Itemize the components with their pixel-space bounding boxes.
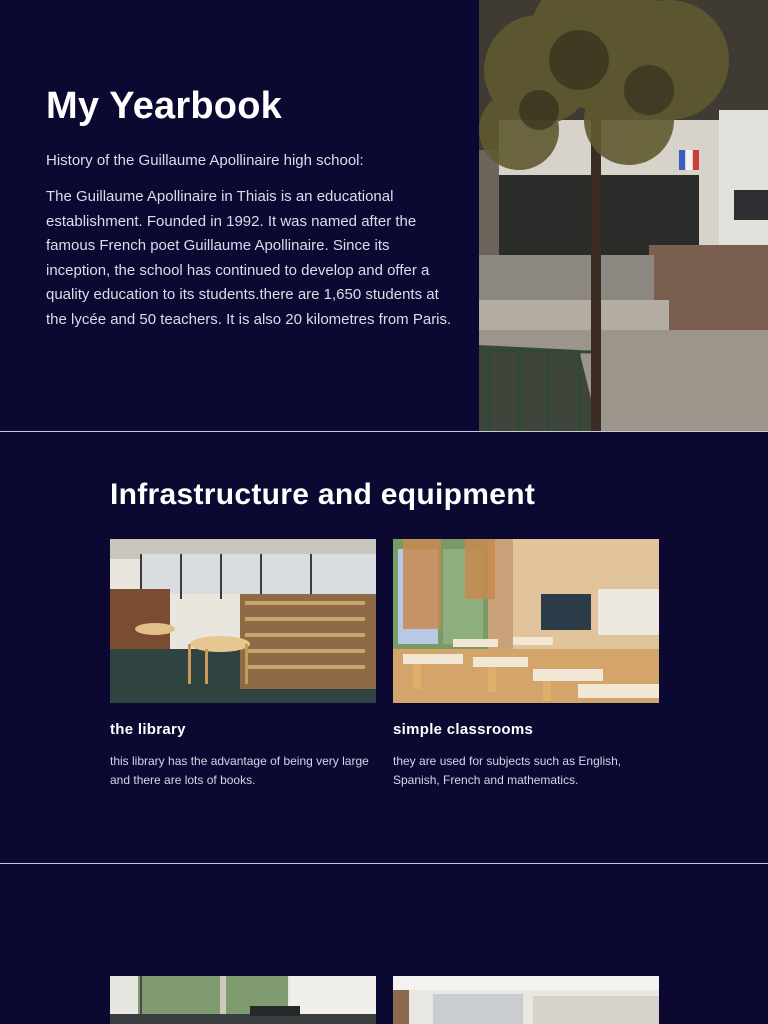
computer-room-image [110,976,376,1024]
school-building-photo [479,0,768,431]
hero-text-block [46,84,456,333]
science-room-photo [393,976,659,1024]
science-room-image [393,976,659,1024]
card-description: this library has the advantage of being very large and there are lots of books. [110,754,369,787]
card-library [110,539,376,790]
hero-section [0,0,768,431]
library-photo [110,539,376,703]
card-description: they are used for subjects such as English, Spanish, French and mathematics. [393,754,622,787]
page-title: My Yearbook [46,85,282,127]
card-classrooms [393,539,659,790]
section-divider [0,863,768,864]
section-title: Infrastructure and equipment [110,478,536,511]
hero-description: The Guillaume Apollinaire in Thiais is an educational establishment. Founded in 1992. It was named after the famous French poet Guillaume Apollinaire. Since its inception, the school has continued to develop and offer a quality education to its students.there are 1,650 students at the lycée and 50 teachers. It is also 20 kilometres from Paris. [46,188,452,328]
school-building-image [479,0,768,431]
library-image [110,539,376,703]
classroom-image [393,539,659,703]
card-title: the library [110,721,186,738]
computer-room-photo [110,976,376,1024]
classroom-photo [393,539,659,703]
hero-subtitle: History of the Guillaume Apollinaire high school: [46,152,364,169]
card-title: simple classrooms [393,721,534,738]
section-divider [0,431,768,432]
